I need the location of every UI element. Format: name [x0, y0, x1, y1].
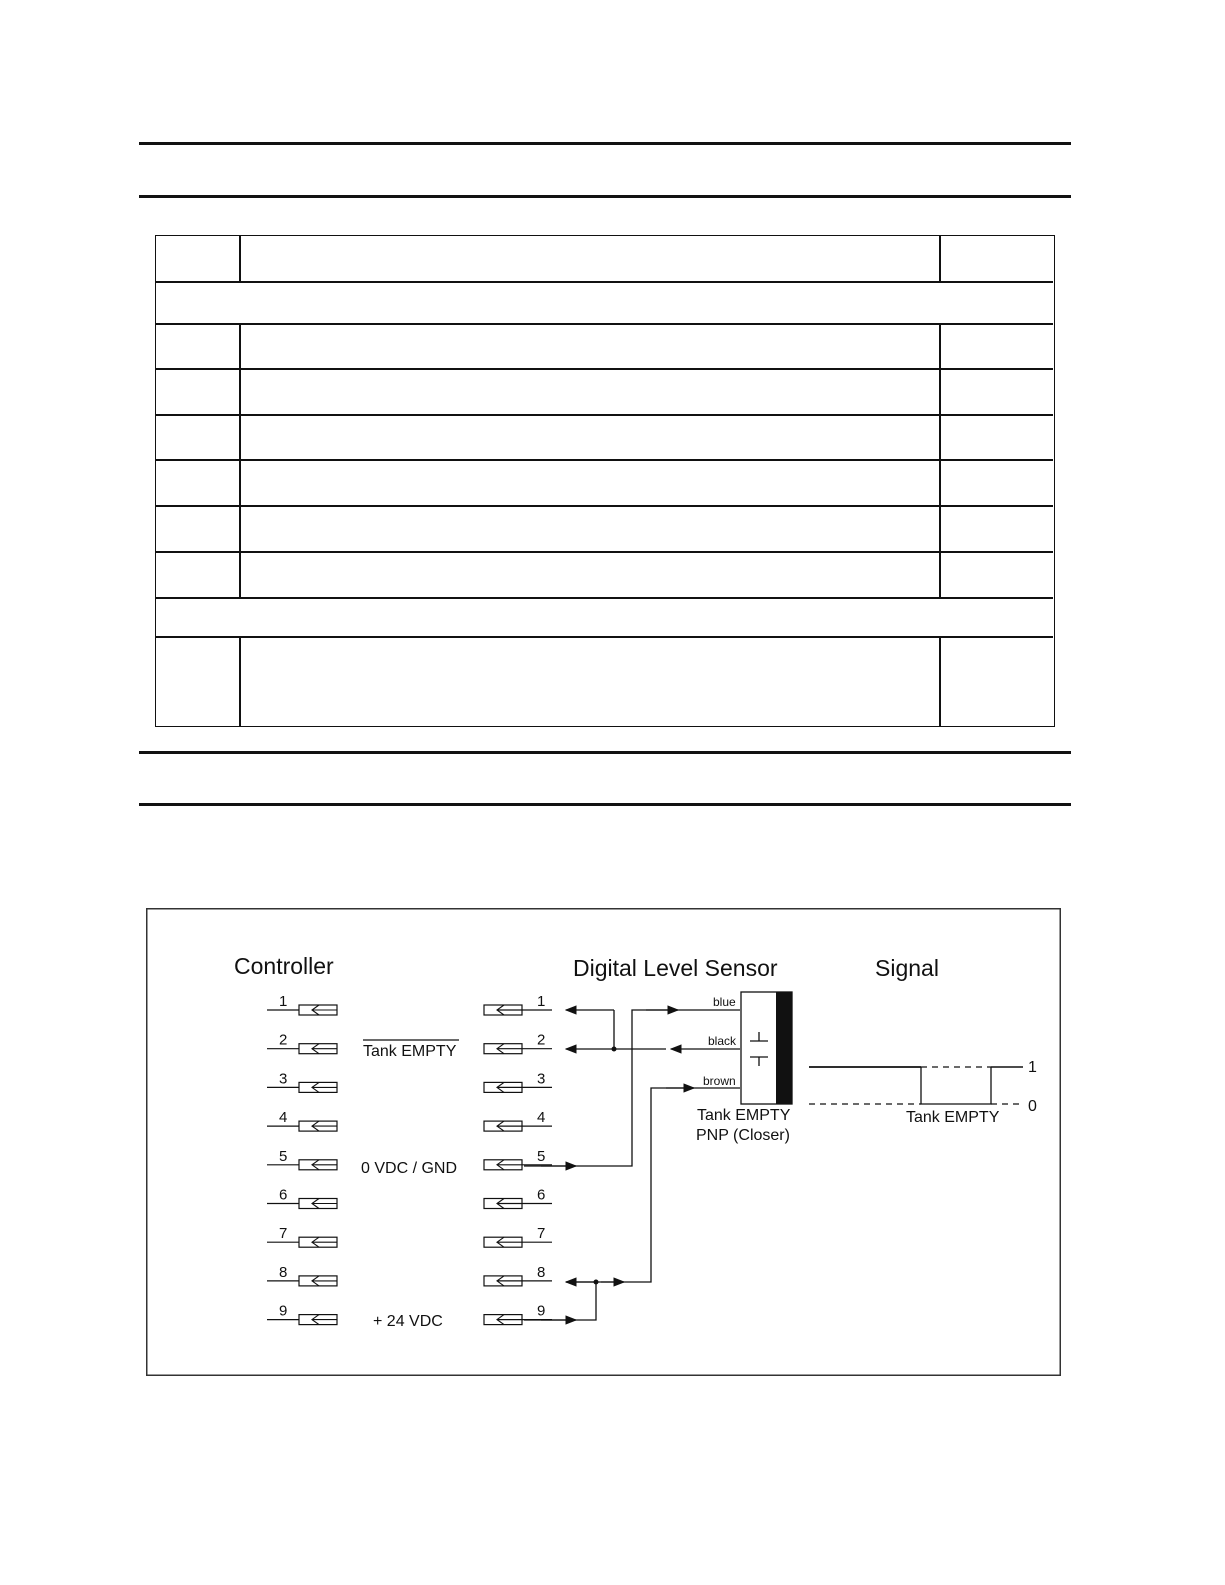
tank-empty-pin-label: Tank EMPTY: [363, 1043, 457, 1060]
wiring-diagram: [146, 908, 1061, 1376]
connector-pin-number: 9: [537, 1302, 546, 1320]
signal-level-high: 1: [1028, 1059, 1037, 1076]
controller-pin-number: 3: [279, 1070, 288, 1088]
wiring-lines: [524, 1010, 740, 1320]
table-row-line: [156, 281, 1053, 283]
table-col-line: [239, 236, 241, 281]
signal-waveform: [809, 1067, 1023, 1104]
controller-pin-number: 1: [279, 993, 288, 1010]
controller-terminal: [267, 1070, 337, 1092]
controller-pin-number: 4: [279, 1109, 288, 1127]
connector-pin-number: 4: [537, 1109, 546, 1127]
controller-terminal: [267, 1187, 337, 1209]
controller-pin-number: 6: [279, 1186, 288, 1204]
connector-terminal: [484, 1225, 552, 1247]
wire-label-black: black: [708, 1034, 737, 1048]
controller-terminal: [267, 993, 337, 1015]
connector-terminal: [484, 1187, 552, 1209]
wire-pin9: [524, 1282, 596, 1320]
sensor-caption-2: PNP (Closer): [696, 1127, 790, 1144]
table-row-line: [156, 414, 1053, 416]
signal-label: Tank EMPTY: [906, 1109, 1000, 1126]
controller-pin-number: 7: [279, 1225, 288, 1243]
gnd-pin-label: 0 VDC / GND: [361, 1160, 458, 1177]
controller-terminal: [267, 1109, 337, 1131]
connector-pin-number: 1: [537, 993, 546, 1010]
connector-terminal: [484, 1109, 552, 1131]
section-rule-top-2: [139, 195, 1071, 198]
table-row-line: [156, 505, 1053, 507]
table-row-line: [156, 368, 1053, 370]
sensor-body-shade: [776, 992, 792, 1104]
junction-dot: [594, 1280, 599, 1285]
controller-pin-number: 9: [279, 1302, 288, 1320]
signal-level-low: 0: [1028, 1098, 1037, 1115]
controller-terminals: [267, 993, 337, 1325]
connector-terminal: [484, 1303, 552, 1325]
controller-pin-number: 5: [279, 1147, 288, 1165]
section-rule-mid-1: [139, 751, 1071, 754]
table-col-line: [939, 323, 941, 597]
connector-terminal: [484, 1032, 552, 1054]
controller-pin-number: 8: [279, 1263, 288, 1281]
signal-title: Signal: [875, 955, 939, 981]
sensor-title: Digital Level Sensor: [573, 955, 778, 981]
controller-title: Controller: [234, 953, 334, 979]
controller-terminal: [267, 1148, 337, 1170]
table-col-line: [939, 636, 941, 726]
section-rule-top-1: [139, 142, 1071, 145]
connector-pin-number: 8: [537, 1263, 546, 1281]
table-row-line: [156, 323, 1053, 325]
table-row-line: [156, 636, 1053, 638]
controller-terminal: [267, 1264, 337, 1286]
controller-terminal: [267, 1225, 337, 1247]
controller-terminal: [267, 1303, 337, 1325]
controller-pin-number: 2: [279, 1031, 288, 1049]
connector-terminal: [484, 993, 552, 1015]
table-row-line: [156, 459, 1053, 461]
connector-pin-number: 3: [537, 1070, 546, 1088]
connector-pin-number: 7: [537, 1225, 546, 1243]
junction-dot: [612, 1047, 617, 1052]
connector-pin-number: 2: [537, 1031, 546, 1049]
table-row-line: [156, 551, 1053, 553]
connector-terminals: [484, 993, 552, 1325]
v24-pin-label: + 24 VDC: [373, 1313, 443, 1330]
section-rule-mid-2: [139, 803, 1071, 806]
table-col-line: [239, 323, 241, 597]
controller-terminal: [267, 1032, 337, 1054]
wire-label-brown: brown: [703, 1074, 736, 1088]
table-row-line: [156, 597, 1053, 599]
connector-terminal: [484, 1264, 552, 1286]
table-col-line: [939, 236, 941, 281]
connector-pin-number: 5: [537, 1147, 546, 1165]
data-table: [155, 235, 1055, 727]
wire-label-blue: blue: [713, 995, 736, 1009]
connector-pin-number: 6: [537, 1186, 546, 1204]
connector-terminal: [484, 1070, 552, 1092]
table-col-line: [239, 636, 241, 726]
sensor-caption-1: Tank EMPTY: [697, 1107, 791, 1124]
